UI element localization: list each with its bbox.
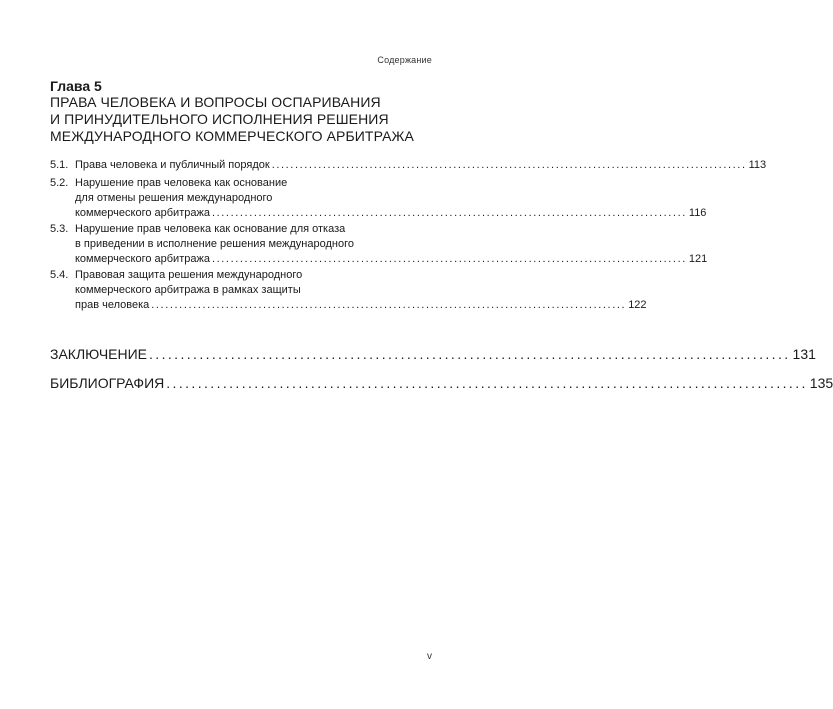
- toc-entry-title: Правовая защита решения международного: [75, 269, 303, 281]
- toc-entry-title: для отмены решения международного: [75, 192, 273, 204]
- toc-entry-title: в приведении в исполнение решения международного: [75, 238, 354, 250]
- toc-entry-number: 5.4.: [50, 269, 69, 281]
- toc-entry-line: [75, 298, 647, 313]
- toc-entry-page: 113: [748, 159, 767, 171]
- toc-entry-title: коммерческого арбитража в рамках защиты: [75, 284, 301, 296]
- toc-entry-line: [75, 206, 707, 221]
- dot-leader: ......................................................................................................: [166, 375, 808, 391]
- dot-leader: ......................................................................................................: [211, 207, 687, 219]
- toc-entry-number: 5.3.: [50, 223, 69, 235]
- toc-conclusion[interactable]: [50, 345, 816, 363]
- toc-bibliography[interactable]: [50, 374, 833, 392]
- toc-entry-title: прав человека: [75, 299, 150, 311]
- toc-conclusion-page: 131: [792, 346, 816, 362]
- chapter-heading: [50, 78, 450, 145]
- chapter-title-line: МЕЖДУНАРОДНОГО КОММЕРЧЕСКОГО АРБИТРАЖА: [50, 128, 414, 144]
- dot-leader: ......................................................................................................: [149, 346, 791, 362]
- toc-entry-line: [75, 252, 708, 267]
- toc-entry-number: 5.2.: [50, 177, 69, 189]
- toc-entry-title: Нарушение прав человека как основание: [75, 177, 288, 189]
- toc-conclusion-line: [50, 345, 816, 363]
- chapter-label: Глава 5: [50, 78, 102, 94]
- toc-entry-title: Права человека и публичный порядок: [75, 159, 270, 171]
- chapter-title-line: И ПРИНУДИТЕЛЬНОГО ИСПОЛНЕНИЯ РЕШЕНИЯ: [50, 111, 389, 127]
- chapter-title: [50, 94, 450, 145]
- page-number: v: [427, 651, 432, 662]
- running-head: Содержание: [377, 55, 432, 65]
- dot-leader: ......................................................................................................: [151, 299, 627, 311]
- dot-leader: ......................................................................................................: [271, 159, 747, 171]
- toc-bibliography-line: [50, 374, 833, 392]
- toc-entry-5-4[interactable]: [50, 268, 647, 313]
- toc-bibliography-label: БИБЛИОГРАФИЯ: [50, 375, 165, 391]
- toc-bibliography-page: 135: [809, 375, 833, 391]
- dot-leader: ......................................................................................................: [211, 253, 687, 265]
- toc-entry-number: 5.1.: [50, 159, 69, 171]
- toc-entry-page: 121: [688, 253, 708, 265]
- chapter-title-line: ПРАВА ЧЕЛОВЕКА И ВОПРОСЫ ОСПАРИВАНИЯ: [50, 94, 381, 110]
- toc-entry-title: Нарушение прав человека как основание для отказа: [75, 223, 346, 235]
- toc-entry-page: 122: [628, 299, 647, 311]
- toc-entry-5-1[interactable]: [50, 158, 767, 173]
- toc-entry-line: [75, 158, 767, 173]
- toc-entry-title: коммерческого арбитража: [75, 207, 210, 219]
- toc-entry-page: 116: [688, 207, 707, 219]
- toc-entry-title: коммерческого арбитража: [75, 253, 210, 265]
- toc-entry-5-2[interactable]: [50, 176, 707, 221]
- toc-entry-5-3[interactable]: [50, 222, 708, 267]
- toc-conclusion-label: ЗАКЛЮЧЕНИЕ: [50, 346, 147, 362]
